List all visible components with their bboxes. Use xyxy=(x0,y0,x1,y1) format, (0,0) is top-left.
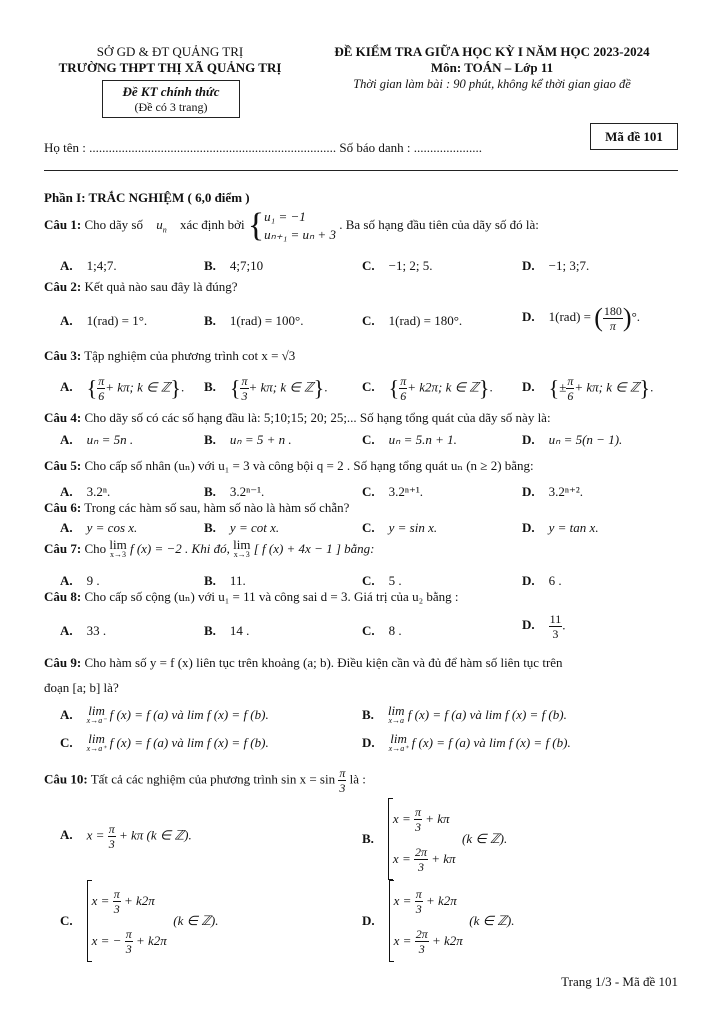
q2-option-c[interactable]: C. 1(rad) = 180°. xyxy=(362,313,463,328)
q2-option-d[interactable]: D. 1(rad) = ( $\frac{180}{\pi}$ )°. xyxy=(522,303,641,333)
q9-line1: Cho hàm số y = f (x) liên tục trên khoảng (a; b). Điều kiện cần và đủ để hàm số liên tục trên xyxy=(84,655,563,670)
q1-pre: Cho dãy số xyxy=(84,216,143,232)
q9-c-text: f (x) = f (a) và lim f (x) = f (b). xyxy=(109,734,269,750)
q10-a-frac xyxy=(108,822,116,851)
q3-option-c[interactable]: C. { $\frac{\pi}{6}$ + k2π; k ∈ ℤ}. xyxy=(362,374,493,403)
q5-option-b[interactable]: B. 3.2ⁿ⁻¹. xyxy=(204,484,265,499)
q1-a-text: 1;4;7. xyxy=(86,258,117,273)
q9-a-sub1: x→a⁻ xyxy=(86,716,107,725)
department-name: SỞ GD & ĐT QUẢNG TRỊ xyxy=(96,44,244,59)
q6-label: Câu 6: xyxy=(44,500,82,515)
q3-b-brace-open: { xyxy=(229,375,241,401)
q9-d-text: f (x) = f (a) và lim f (x) = f (b). xyxy=(411,734,571,750)
q10-d1-den: 3 xyxy=(415,901,422,916)
q8-option-b[interactable]: B. 14 . xyxy=(204,623,250,638)
q7-a-text: 9 . xyxy=(86,573,100,588)
q9-c-lim: lim x→a⁺ xyxy=(86,731,107,753)
q7-c-text: 5 . xyxy=(388,573,402,588)
q8-c-text: 8 . xyxy=(388,623,402,638)
q5-c-text: 3.2ⁿ⁺¹. xyxy=(388,484,423,499)
q3-a-post: + kπ; k ∈ ℤ xyxy=(105,379,171,395)
q10-num: π xyxy=(339,766,346,780)
q3-a-den: 6 xyxy=(98,389,105,403)
q8-option-a[interactable]: A. 33 . xyxy=(60,623,107,638)
q4-a-text: uₙ = 5n . xyxy=(86,432,134,447)
q10-b2-den: 3 xyxy=(417,859,424,874)
q10-c2-post: + k2π xyxy=(135,933,167,948)
q7-d-text: 6 . xyxy=(548,573,562,588)
q2-d-frac xyxy=(603,304,623,333)
q2-a-text: 1(rad) = 1°. xyxy=(86,313,148,328)
question-1 xyxy=(44,208,539,244)
q10-b1-pre: x = xyxy=(392,811,411,826)
q9-a-text: f (x) = f (a) và lim f (x) = f (b). xyxy=(109,706,269,722)
q10-c1-frac xyxy=(113,887,121,916)
q3-b-post: + kπ; k ∈ ℤ xyxy=(248,379,314,395)
q10-frac xyxy=(338,766,346,795)
q10-c1-num: π xyxy=(113,886,120,901)
q7-lim2-sub: x→3 xyxy=(233,550,250,559)
q8-d-post: . xyxy=(562,617,566,633)
q5-label: Câu 5: xyxy=(44,458,82,473)
q10-c2-pre: x = − xyxy=(91,933,122,948)
q2-d-pre: 1(rad) = xyxy=(548,308,591,324)
question-5 xyxy=(44,458,534,474)
q10-b1-den: 3 xyxy=(414,819,421,834)
q10-d1-num: π xyxy=(415,886,422,901)
q10-c2-frac xyxy=(125,927,133,956)
q10-d1-post: + k2π xyxy=(425,893,457,908)
q1-sys2: uₙ₊₁ = uₙ + 3 xyxy=(264,227,336,242)
q10-b1-post: + kπ xyxy=(425,811,450,826)
q1-option-d[interactable]: D. −1; 3;7. xyxy=(522,258,590,273)
q1-option-c[interactable]: C. −1; 2; 5. xyxy=(362,258,433,273)
header-divider xyxy=(44,170,678,171)
q7-option-c[interactable]: C. 5 . xyxy=(362,573,402,588)
q4-option-d[interactable]: D. uₙ = 5(n − 1). xyxy=(522,432,623,447)
q2-label: Câu 2: xyxy=(44,279,82,294)
q10-text: Tất cả các nghiệm của phương trình sin x = sin xyxy=(90,771,336,787)
q10-option-c[interactable]: C. x = $\frac{\pi}{3}$ + k2π x = − $\frac{\pi}{3}$ + k2π (k ∈ ℤ). xyxy=(60,880,218,962)
q7-lim2: lim x→3 xyxy=(233,537,251,559)
q10-c-tail: (k ∈ ℤ). xyxy=(173,913,219,928)
q3-a-brace-close: } xyxy=(170,375,181,401)
q10-option-b[interactable]: B. x = $\frac{\pi}{3}$ + kπ x = $\frac{2\pi}{3}$ + kπ (k ∈ ℤ). xyxy=(362,798,507,880)
q7-option-a[interactable]: A. 9 . xyxy=(60,573,100,588)
q9-d-lim: lim x→a⁺ xyxy=(388,731,409,753)
q10-b1-num: π xyxy=(414,804,421,819)
q3-a-brace-open: { xyxy=(86,375,98,401)
q3-c-brace-close: } xyxy=(478,375,490,401)
q7-option-d[interactable]: D. 6 . xyxy=(522,573,562,588)
q5-option-a[interactable]: A. 3.2ⁿ. xyxy=(60,484,111,499)
q5-text: Cho cấp số nhân (uₙ) với u₁ = 3 và công bội q = 2 . Số hạng tổng quát uₙ (n ≥ 2) bằng: xyxy=(84,458,534,473)
q9-line2: đoạn [a; b] là? xyxy=(44,680,119,695)
q1-d-text: −1; 3;7. xyxy=(548,258,590,273)
q2-d-post: °. xyxy=(631,308,641,324)
q3-c-post: + k2π; k ∈ ℤ xyxy=(407,379,479,395)
q5-option-c[interactable]: C. 3.2ⁿ⁺¹. xyxy=(362,484,423,499)
q3-option-a[interactable]: A. { $\frac{\pi}{6}$ + kπ; k ∈ ℤ}. xyxy=(60,374,185,403)
q2-d-paren-close: ) xyxy=(622,303,632,332)
q1-label: Câu 1: xyxy=(44,216,82,232)
q7-post: [ f (x) + 4x − 1 ] bằng: xyxy=(253,540,375,556)
name-line: Họ tên : ............................................................................ Số báo danh : ..................... xyxy=(44,140,483,155)
q5-a-text: 3.2ⁿ. xyxy=(86,484,111,499)
q10-b-stack xyxy=(393,799,456,879)
q10-d1-frac xyxy=(415,887,423,916)
q7-option-b[interactable]: B. 11. xyxy=(204,573,246,588)
q7-pre: Cho xyxy=(84,540,107,556)
question-9-line2 xyxy=(44,680,119,696)
q10-d-tail: (k ∈ ℤ). xyxy=(469,913,515,928)
q3-label: Câu 3: xyxy=(44,348,82,363)
q1-c-text: −1; 2; 5. xyxy=(388,258,433,273)
q10-a-num: π xyxy=(108,822,115,836)
q9-c-sub1: x→a⁺ xyxy=(86,744,107,753)
q3-a-num: π xyxy=(98,374,105,388)
q9-d-sub1: x→a⁺ xyxy=(388,744,409,753)
q10-b-tail: (k ∈ ℤ). xyxy=(462,831,508,846)
q4-option-b[interactable]: B. uₙ = 5 + n . xyxy=(204,432,292,447)
q10-c2-den: 3 xyxy=(125,941,132,956)
q3-c-num: π xyxy=(400,374,407,388)
question-7 xyxy=(44,537,375,560)
q10-b1-frac xyxy=(414,805,422,834)
q9-option-c[interactable]: C. lim x→a⁺ f (x) = f (a) và lim f (x) = f (b). xyxy=(60,731,269,753)
q2-d-paren-open: ( xyxy=(594,303,603,332)
q8-text: Cho cấp số cộng (uₙ) với u₁ = 11 và công sai d = 3. Giá trị của u₂ bằng : xyxy=(84,589,459,604)
q8-a-text: 33 . xyxy=(86,623,107,638)
school-name: TRƯỜNG THPT THỊ XÃ QUẢNG TRỊ xyxy=(58,60,282,75)
q10-c1-den: 3 xyxy=(113,901,120,916)
subject: Môn: TOÁN – Lớp 11 xyxy=(430,60,554,75)
q6-option-b[interactable]: B. y = cot x. xyxy=(204,520,280,535)
q3-b-frac xyxy=(240,374,248,403)
q3-d-brace-close: } xyxy=(639,375,651,401)
q3-d-post: + kπ; k ∈ ℤ xyxy=(574,379,640,395)
q3-b-den: 3 xyxy=(241,389,248,403)
page-count-note: (Đề có 3 trang) xyxy=(134,100,208,114)
q10-c-row1 xyxy=(92,881,167,921)
q2-c-text: 1(rad) = 180°. xyxy=(388,313,463,328)
q7-lim1-sub: x→3 xyxy=(110,550,127,559)
q10-d2-post: + k2π xyxy=(431,933,463,948)
q1-option-a[interactable]: A. 1;4;7. xyxy=(60,258,117,273)
q8-option-d[interactable]: D. $\frac{11}{3}$ . xyxy=(522,612,566,641)
q10-c1-pre: x = xyxy=(91,893,110,908)
q9-b-sub1: x→a xyxy=(388,716,405,725)
q10-c-stack xyxy=(92,881,167,961)
q10-d2-num: 2π xyxy=(415,926,428,941)
q1-sys1: u₁ = −1 xyxy=(264,209,306,224)
q6-b-text: y = cot x. xyxy=(229,520,280,535)
q10-a-den: 3 xyxy=(108,837,115,851)
q6-option-c[interactable]: C. y = sin x. xyxy=(362,520,438,535)
q1-mid: xác định bởi xyxy=(179,216,245,232)
q10-b2-post: + kπ xyxy=(431,851,456,866)
q9-option-d[interactable]: D. lim x→a⁺ f (x) = f (a) và lim f (x) = f (b). xyxy=(362,731,571,753)
q1-system xyxy=(264,208,336,244)
q4-d-text: uₙ = 5(n − 1). xyxy=(548,432,623,447)
q10-post: là : xyxy=(349,771,366,787)
q6-text: Trong các hàm số sau, hàm số nào là hàm số chẵn? xyxy=(84,500,350,515)
q3-b-brace-close: } xyxy=(313,375,325,401)
q10-den: 3 xyxy=(339,781,346,795)
q6-c-text: y = sin x. xyxy=(388,520,438,535)
q10-b2-pre: x = xyxy=(392,851,411,866)
q10-a-pre: x = xyxy=(86,827,105,843)
q4-c-text: uₙ = 5.n + 1. xyxy=(388,432,457,447)
q3-d-brace-open: { xyxy=(548,375,560,401)
q3-c-brace-open: { xyxy=(388,375,400,401)
q9-option-b[interactable]: B. lim x→a f (x) = f (a) và lim f (x) = f (b). xyxy=(362,703,567,725)
q10-c2-num: π xyxy=(125,926,132,941)
q1-brace: { xyxy=(247,207,265,244)
q8-option-c[interactable]: C. 8 . xyxy=(362,623,402,638)
q10-d2-pre: x = xyxy=(393,933,412,948)
q9-b-lim: lim x→a xyxy=(387,703,405,725)
q5-b-text: 3.2ⁿ⁻¹. xyxy=(229,484,265,499)
q10-d1-pre: x = xyxy=(393,893,412,908)
q8-label: Câu 8: xyxy=(44,589,82,604)
q10-c-row2 xyxy=(92,921,167,961)
q9-label: Câu 9: xyxy=(44,655,82,670)
q4-text: Cho dãy số có các số hạng đầu là: 5;10;15; 20; 25;... Số hạng tổng quát của dãy số này là: xyxy=(84,410,551,425)
q9-a-lim: lim x→a⁻ xyxy=(86,703,107,725)
q4-option-a[interactable]: A. uₙ = 5n . xyxy=(60,432,134,447)
q8-d-frac xyxy=(549,612,566,641)
q4-label: Câu 4: xyxy=(44,410,82,425)
q2-d-num: 180 xyxy=(603,303,622,318)
q7-b-text: 11. xyxy=(229,573,246,588)
q3-option-b[interactable]: B. { $\frac{\pi}{3}$ + kπ; k ∈ ℤ}. xyxy=(204,374,328,403)
q10-option-a[interactable]: A. x = $\frac{\pi}{3}$ + kπ (k ∈ ℤ). xyxy=(60,822,192,851)
q2-d-den: π xyxy=(609,318,616,333)
q5-d-text: 3.2ⁿ⁺². xyxy=(548,484,583,499)
q4-b-text: uₙ = 5 + n . xyxy=(229,432,292,447)
q1-b-text: 4;7;10 xyxy=(229,258,264,273)
question-6 xyxy=(44,500,349,516)
section-title: Phần I: TRẮC NGHIỆM ( 6,0 điểm ) xyxy=(44,190,250,205)
q10-b2-frac xyxy=(414,845,428,874)
q1-option-b[interactable]: B. 4;7;10 xyxy=(204,258,264,273)
q8-b-text: 14 . xyxy=(229,623,250,638)
question-8 xyxy=(44,589,458,605)
q10-c1-post: + k2π xyxy=(123,893,155,908)
q1-post: . Ba số hạng đầu tiên của dãy số đó là: xyxy=(339,216,539,232)
exam-code-box xyxy=(590,123,678,150)
official-label: Đề KT chính thức xyxy=(122,84,220,99)
exam-code: Mã đề 101 xyxy=(605,129,663,144)
exam-title: ĐỀ KIỂM TRA GIỮA HỌC KỲ I NĂM HỌC 2023-2024 xyxy=(334,44,650,59)
q2-option-b[interactable]: B. 1(rad) = 100°. xyxy=(204,313,304,328)
q2-b-text: 1(rad) = 100°. xyxy=(229,313,304,328)
q8-d-num: 11 xyxy=(549,612,562,626)
q10-b-row1 xyxy=(393,799,456,839)
question-2 xyxy=(44,279,238,295)
q6-a-text: y = cos x. xyxy=(86,520,138,535)
q3-d-den: 6 xyxy=(567,389,574,403)
official-box xyxy=(102,80,240,118)
q10-option-d[interactable]: D. x = $\frac{\pi}{3}$ + k2π x = $\frac{2\pi}{3}$ + k2π (k ∈ ℤ). xyxy=(362,880,514,962)
q7-lim1: lim x→3 xyxy=(109,537,127,559)
q4-option-c[interactable]: C. uₙ = 5.n + 1. xyxy=(362,432,457,447)
question-10 xyxy=(44,766,366,795)
question-3 xyxy=(44,348,295,364)
q6-d-text: y = tan x. xyxy=(548,520,599,535)
q7-label: Câu 7: xyxy=(44,540,82,556)
page-footer: Trang 1/3 - Mã đề 101 xyxy=(561,974,678,989)
q3-b-num: π xyxy=(241,374,248,388)
q10-d-row1 xyxy=(394,881,463,921)
q10-a-post: + kπ (k ∈ ℤ). xyxy=(118,827,192,843)
q10-d2-frac xyxy=(415,927,429,956)
q5-option-d[interactable]: D. 3.2ⁿ⁺². xyxy=(522,484,583,499)
q8-d-den: 3 xyxy=(552,627,559,641)
question-4 xyxy=(44,410,551,426)
question-9-line1 xyxy=(44,655,563,671)
q10-d-stack xyxy=(394,881,463,961)
q10-d2-den: 3 xyxy=(418,941,425,956)
q3-c-den: 6 xyxy=(400,389,407,403)
q2-text: Kết quả nào sau đây là đúng? xyxy=(84,279,238,294)
q3-option-d[interactable]: D. {± $\frac{\pi}{6}$ + kπ; k ∈ ℤ}. xyxy=(522,374,654,403)
q9-b-text: f (x) = f (a) và lim f (x) = f (b). xyxy=(407,706,567,722)
q2-option-a[interactable]: A. 1(rad) = 1°. xyxy=(60,313,148,328)
q3-d-num: π xyxy=(567,374,574,388)
q9-option-a[interactable]: A. lim x→a⁻ f (x) = f (a) và lim f (x) = f (b). xyxy=(60,703,269,725)
q6-option-a[interactable]: A. y = cos x. xyxy=(60,520,138,535)
q1-seq: $u_n$ xyxy=(156,216,167,235)
q10-label: Câu 10: xyxy=(44,771,88,787)
time-note: Thời gian làm bài : 90 phút, không kể thời gian giao đề xyxy=(353,77,631,91)
q10-b2-num: 2π xyxy=(414,844,427,859)
q3-text: Tập nghiệm của phương trình cot x = √3 xyxy=(84,348,296,363)
q6-option-d[interactable]: D. y = tan x. xyxy=(522,520,599,535)
q10-b-row2 xyxy=(393,839,456,879)
q3-d-pre: ± xyxy=(559,379,567,395)
q7-mid: f (x) = −2 . Khi đó, xyxy=(129,540,230,556)
q10-d-row2 xyxy=(394,921,463,961)
